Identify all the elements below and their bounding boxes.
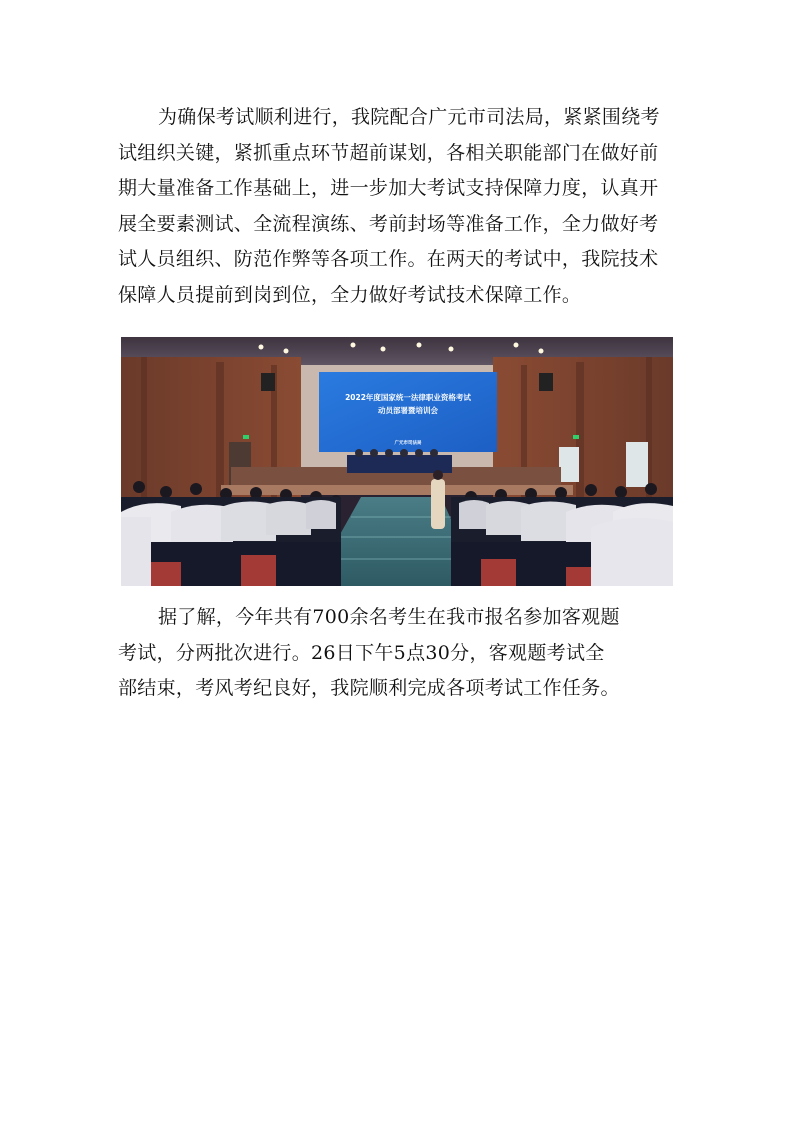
paragraph-2 [118,600,678,707]
paragraph-1-line: 保障人员提前到岗到位，全力做好考试技术保障工作。 [118,283,582,306]
conference-hall-photo [121,337,673,586]
paragraph-1-line: 展全要素测试、全流程演练、考前封场等准备工作，全力做好考 [118,212,659,235]
paragraph-2-line: 据了解，今年共有700余名考生在我市报名参加客观题 [158,606,620,628]
paragraph-1-line: 期大量准备工作基础上，进一步加大考试支持保障力度，认真开 [118,177,659,199]
screen-org: 广元市司法局 [394,441,422,446]
screen-title-line1: 2022年度国家统一法律职业资格考试 [345,393,471,402]
paragraph-2-line: 考试，分两批次进行。26日下午5点30分，客观题考试全 [118,641,605,664]
paragraph-1 [118,100,678,313]
paragraph-1-line: 为确保考试顺利进行，我院配合广元市司法局，紧紧围绕考 [158,106,660,128]
paragraph-2-line: 部结束，考风考纪良好，我院顺利完成各项考试工作任务。 [118,677,620,699]
screen-title-line2: 动员部署暨培训会 [378,406,438,415]
paragraph-1-line: 试人员组织、防范作弊等各项工作。在两天的考试中，我院技术 [118,248,659,270]
paragraph-1-line: 试组织关键，紧抓重点环节超前谋划，各相关职能部门在做好前 [118,141,659,164]
